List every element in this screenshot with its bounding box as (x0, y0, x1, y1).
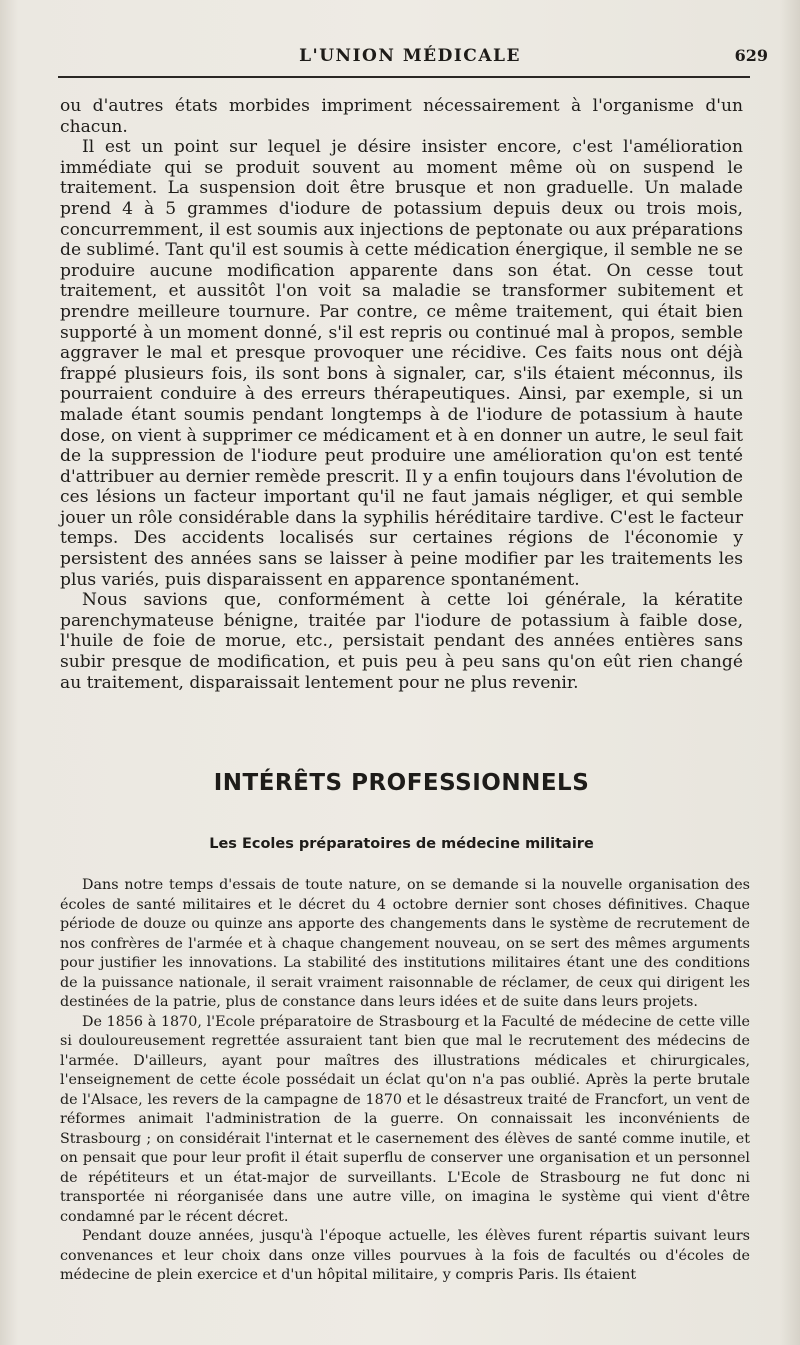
paragraph: Il est un point sur lequel je désire insister encore, c'est l'amélioration immédiate qui se produit souvent au moment même où on suspend le traitement. La suspension doit être brusque et non graduelle. Un malade prend 4 à 5 grammes d'iodure de potassium depuis deux ou trois mois, concurremment, il est soumis aux injections de peptonate ou aux préparations de sublimé. Tant qu'il est soumis à cette médication énergique, il semble ne se produire aucune modification apparente dans son état. On cesse tout traitement, et aussitôt l'on voit sa maladie se transformer subitement et prendre meilleure tournure. Par contre, ce même traitement, qui était bien supporté à un moment donné, s'il est repris ou continué mal à propos, semble aggraver le mal et presque provoquer une récidive. Ces faits nous ont déjà frappé plusieurs fois, ils sont bons à signaler, car, s'ils étaient méconnus, ils pourraient conduire à des erreurs thérapeutiques. Ainsi, par exemple, si un malade étant soumis pendant longtemps à de l'iodure de potassium à haute dose, on vient à supprimer ce médicament et à en donner un autre, le seul fait de la suppression de l'iodure peut produire une amélioration qu'on est tenté d'attribuer au dernier remède prescrit. Il y a enfin toujours dans l'évolution de ces lésions un facteur important qu'il ne faut jamais négliger, et qui semble jouer un rôle considérable dans la syphilis héréditaire tardive. C'est le facteur temps. Des accidents localisés sur certaines régions de l'économie y persistent des années sans se laisser à peine modifier par les traitements les plus variés, puis disparaissent en apparence spontanément. (60, 137, 743, 590)
article-title: Les Ecoles préparatoires de médecine militaire (209, 836, 594, 852)
running-head (60, 44, 768, 72)
running-title: L'UNION MÉDICALE (299, 46, 521, 66)
paragraph: Dans notre temps d'essais de toute nature, on se demande si la nouvelle organisation des écoles de santé militaires et le décret du 4 octobre dernier sont choses définitives. Chaque période de douze ou quinze ans apporte des changements dans le système de recrutement de nos confrères de l'armée et à chaque changement nouveau, on se sert des mêmes arguments pour justifier les innovations. La stabilité des institutions militaires étant une des conditions de la puissance nationale, il serait vraiment raisonnable de réclamer, de ceux qui dirigent les destinées de la patrie, plus de constance dans leurs idées et de suite dans leurs projets. (60, 877, 750, 1010)
paragraph: Pendant douze années, jusqu'à l'époque actuelle, les élèves furent répartis suivant leurs convenances et leur choix dans onze villes pourvues à la fois de facultés ou d'écoles de médecine de plein exercice et d'un hôpital militaire, y compris Paris. Ils étaient (60, 1228, 750, 1283)
paragraph: De 1856 à 1870, l'Ecole préparatoire de Strasbourg et la Faculté de médecine de cette ville si douloureusement regrettée assuraient tant bien que mal le recrutement des médecins de l'armée. D'ailleurs, ayant pour maîtres des illustrations médicales et chirurgicales, l'enseignement de cette école possédait un éclat qu'on n'a pas oublié. Après la perte brutale de l'Alsace, les revers de la campagne de 1870 et le désastreux traité de Francfort, un vent de réformes animait l'administration de la guerre. On connaissait les inconvénients de Strasbourg ; on considérait l'internat et le casernement des élèves de santé comme inutile, et on pensait que pour leur profit il était superflu de conserver une organisation et un personnel de répétiteurs et un état-major de surveillants. L'Ecole de Strasbourg ne fut donc ni transportée ni réorganisée dans une autre ville, on imagina le système qui vient d'être condamné par le récent décret. (60, 1013, 750, 1225)
article-body (60, 876, 750, 1286)
header-rule (58, 76, 750, 78)
page-number: 629 (734, 46, 768, 65)
paragraph: ou d'autres états morbides impriment nécessairement à l'organisme d'un chacun. (60, 96, 743, 137)
section-heading: INTÉRÊTS PROFESSIONNELS (213, 770, 590, 796)
paragraph: Nous savions que, conformément à cette loi générale, la kératite parenchymateuse bénigne, traitée par l'iodure de potassium à faible dose, l'huile de foie de morue, etc., persistait pendant des années entières sans subir presque de modification, et puis peu à peu sans qu'on eût rien changé au traitement, disparaissait lentement pour ne plus revenir. (60, 590, 743, 693)
article-body-continued (60, 96, 743, 693)
